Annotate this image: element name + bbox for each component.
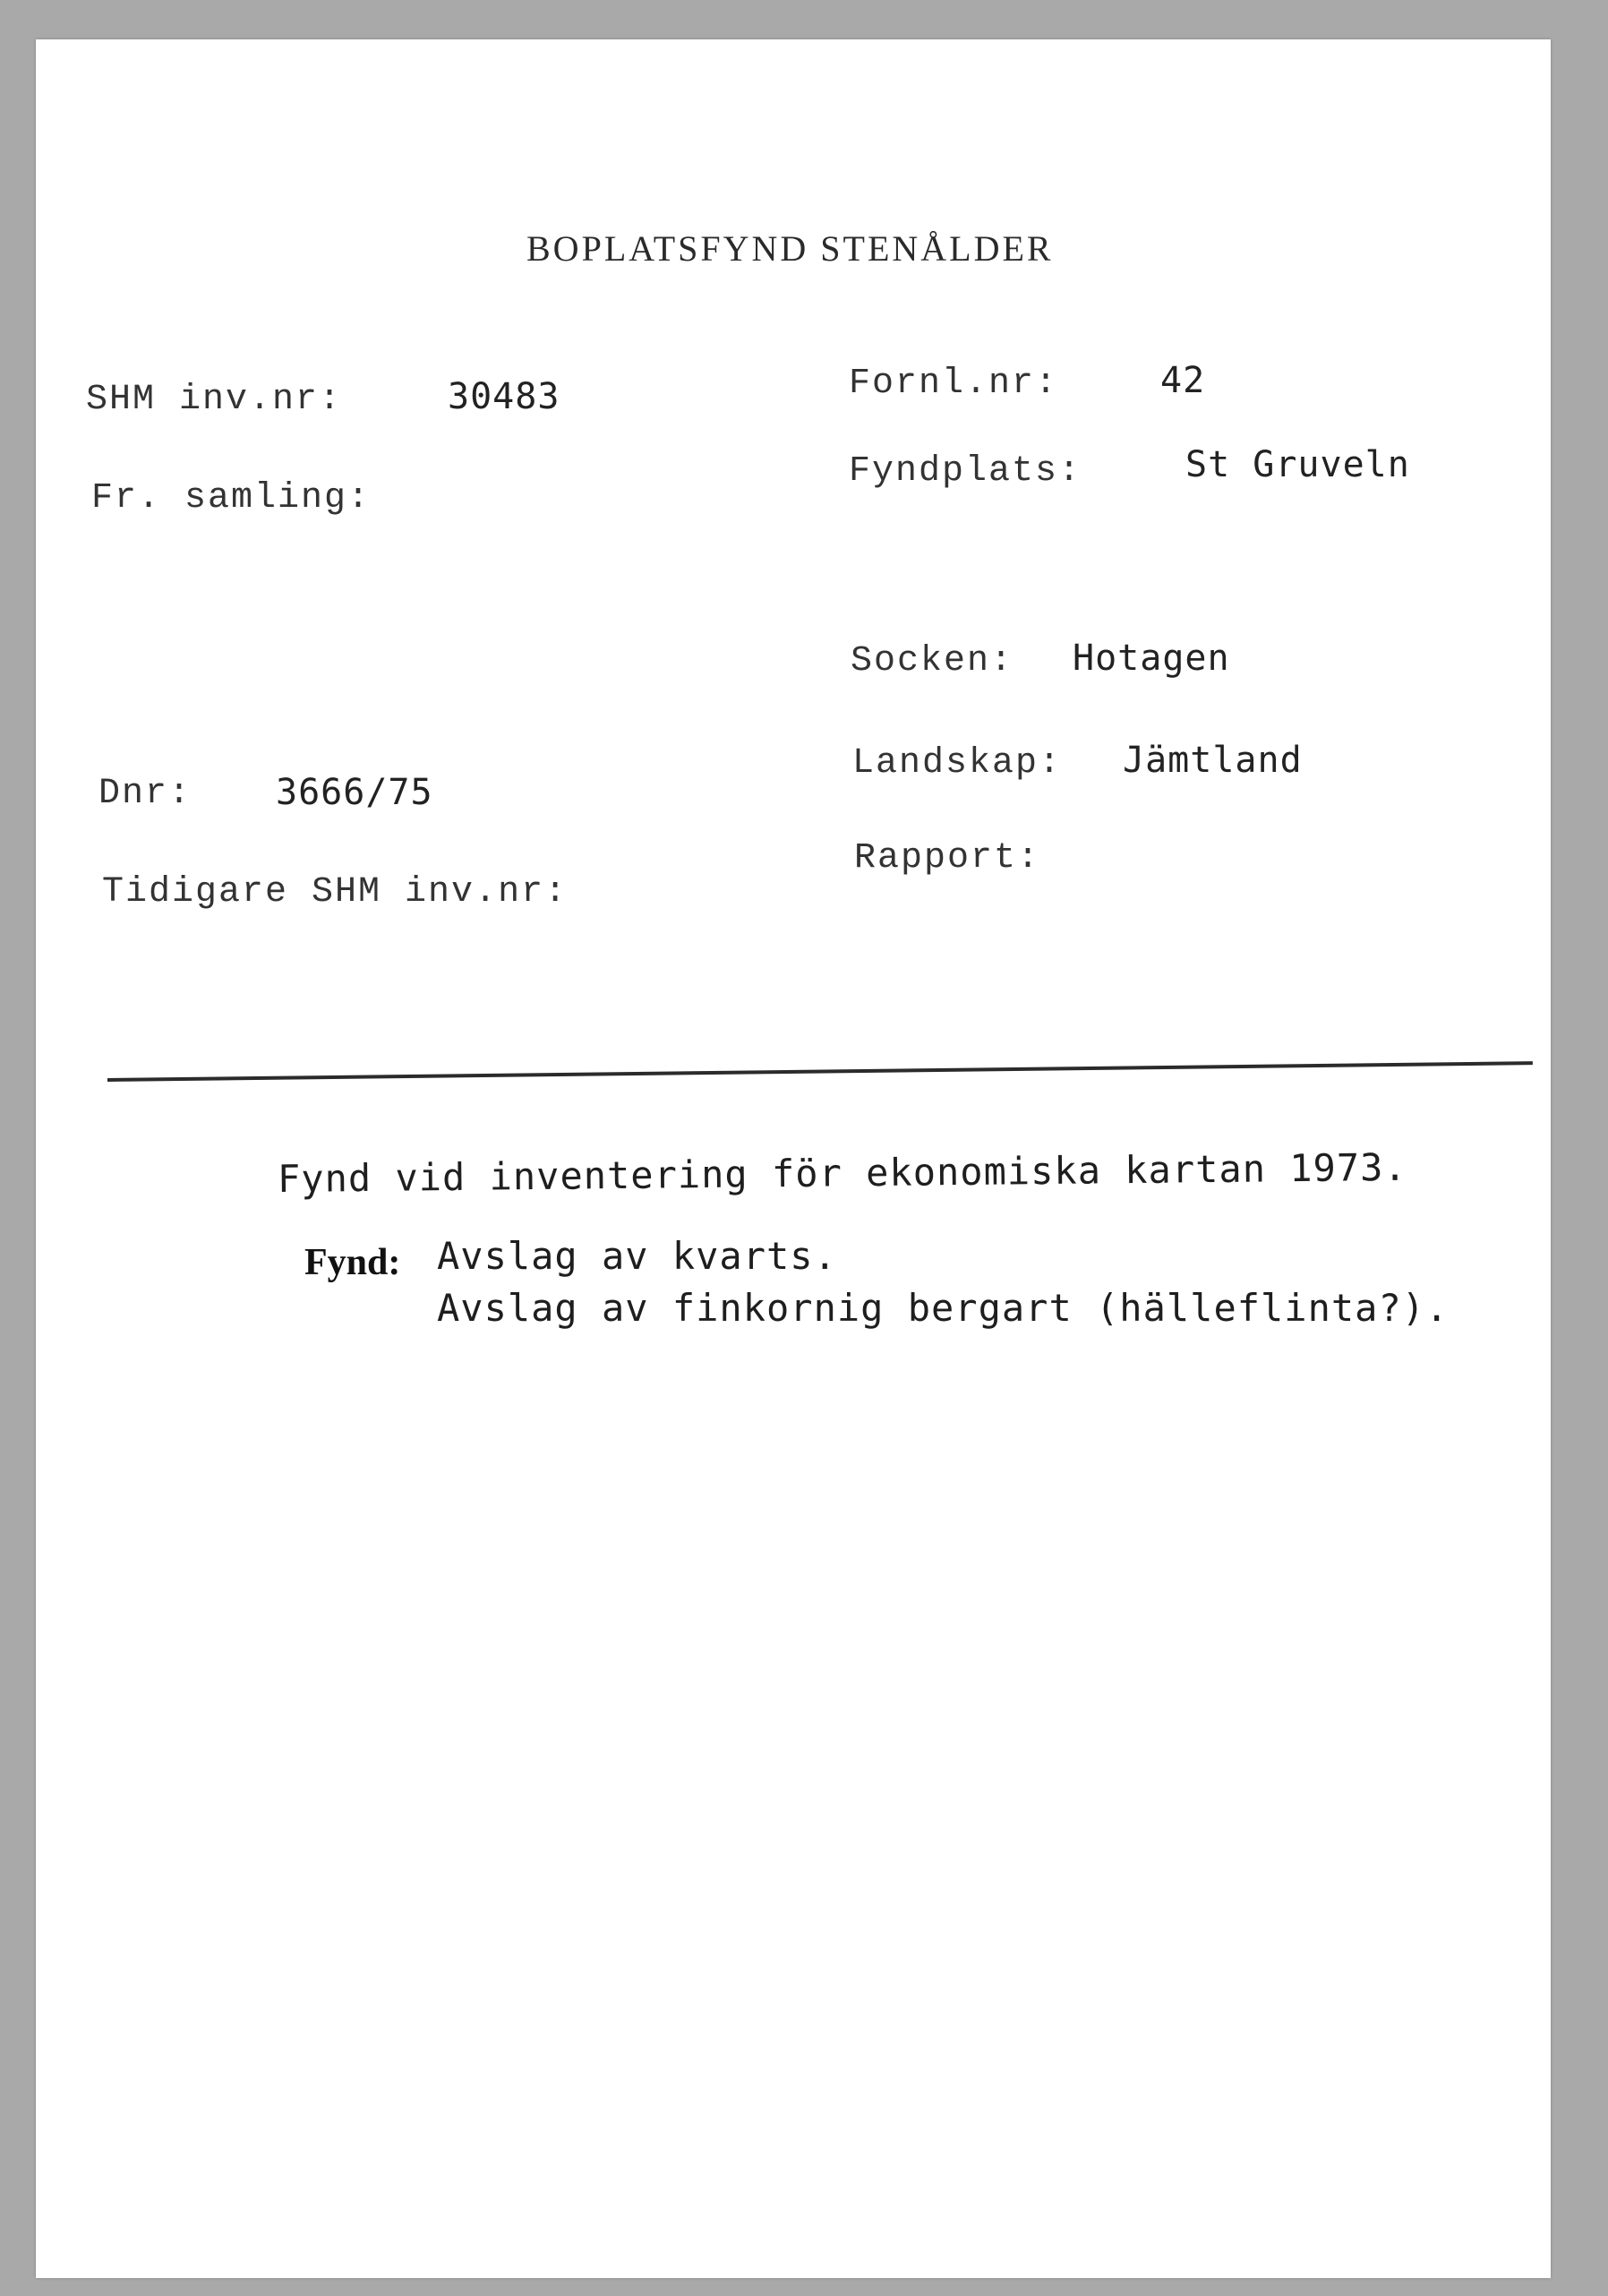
rapport-label: Rapport: xyxy=(854,838,1041,878)
landskap-value: Jämtland xyxy=(1123,740,1303,781)
dnr-value: 3666/75 xyxy=(276,772,433,813)
socken-value: Hotagen xyxy=(1073,638,1230,679)
shm-inv-label: SHM inv.nr: xyxy=(86,380,343,420)
index-card xyxy=(36,39,1551,2278)
dnr-label: Dnr: xyxy=(98,774,192,814)
fyndplats-label: Fyndplats: xyxy=(849,451,1082,492)
card-title: BOPLATSFYND STENÅLDER xyxy=(526,228,1054,269)
fornl-label: Fornl.nr: xyxy=(849,364,1059,404)
tidigare-shm-inv-label: Tidigare SHM inv.nr: xyxy=(102,872,569,912)
fynd-line-2: Avslag av finkornig bergart (hälleflinta?). xyxy=(437,1286,1450,1330)
landskap-label: Landskap: xyxy=(852,743,1063,784)
fornl-value: 42 xyxy=(1160,360,1206,401)
intro-text: Fynd vid inventering för ekonomiska kartan 1973. xyxy=(277,1144,1407,1201)
socken-label: Socken: xyxy=(851,641,1014,681)
fyndplats-value: St Gruveln xyxy=(1185,444,1410,485)
fr-samling-label: Fr. samling: xyxy=(91,478,372,518)
fynd-line-1: Avslag av kvarts. xyxy=(437,1234,837,1278)
shm-inv-value: 30483 xyxy=(448,376,560,417)
fynd-label: Fynd: xyxy=(304,1242,401,1283)
divider-line xyxy=(107,1061,1533,1082)
